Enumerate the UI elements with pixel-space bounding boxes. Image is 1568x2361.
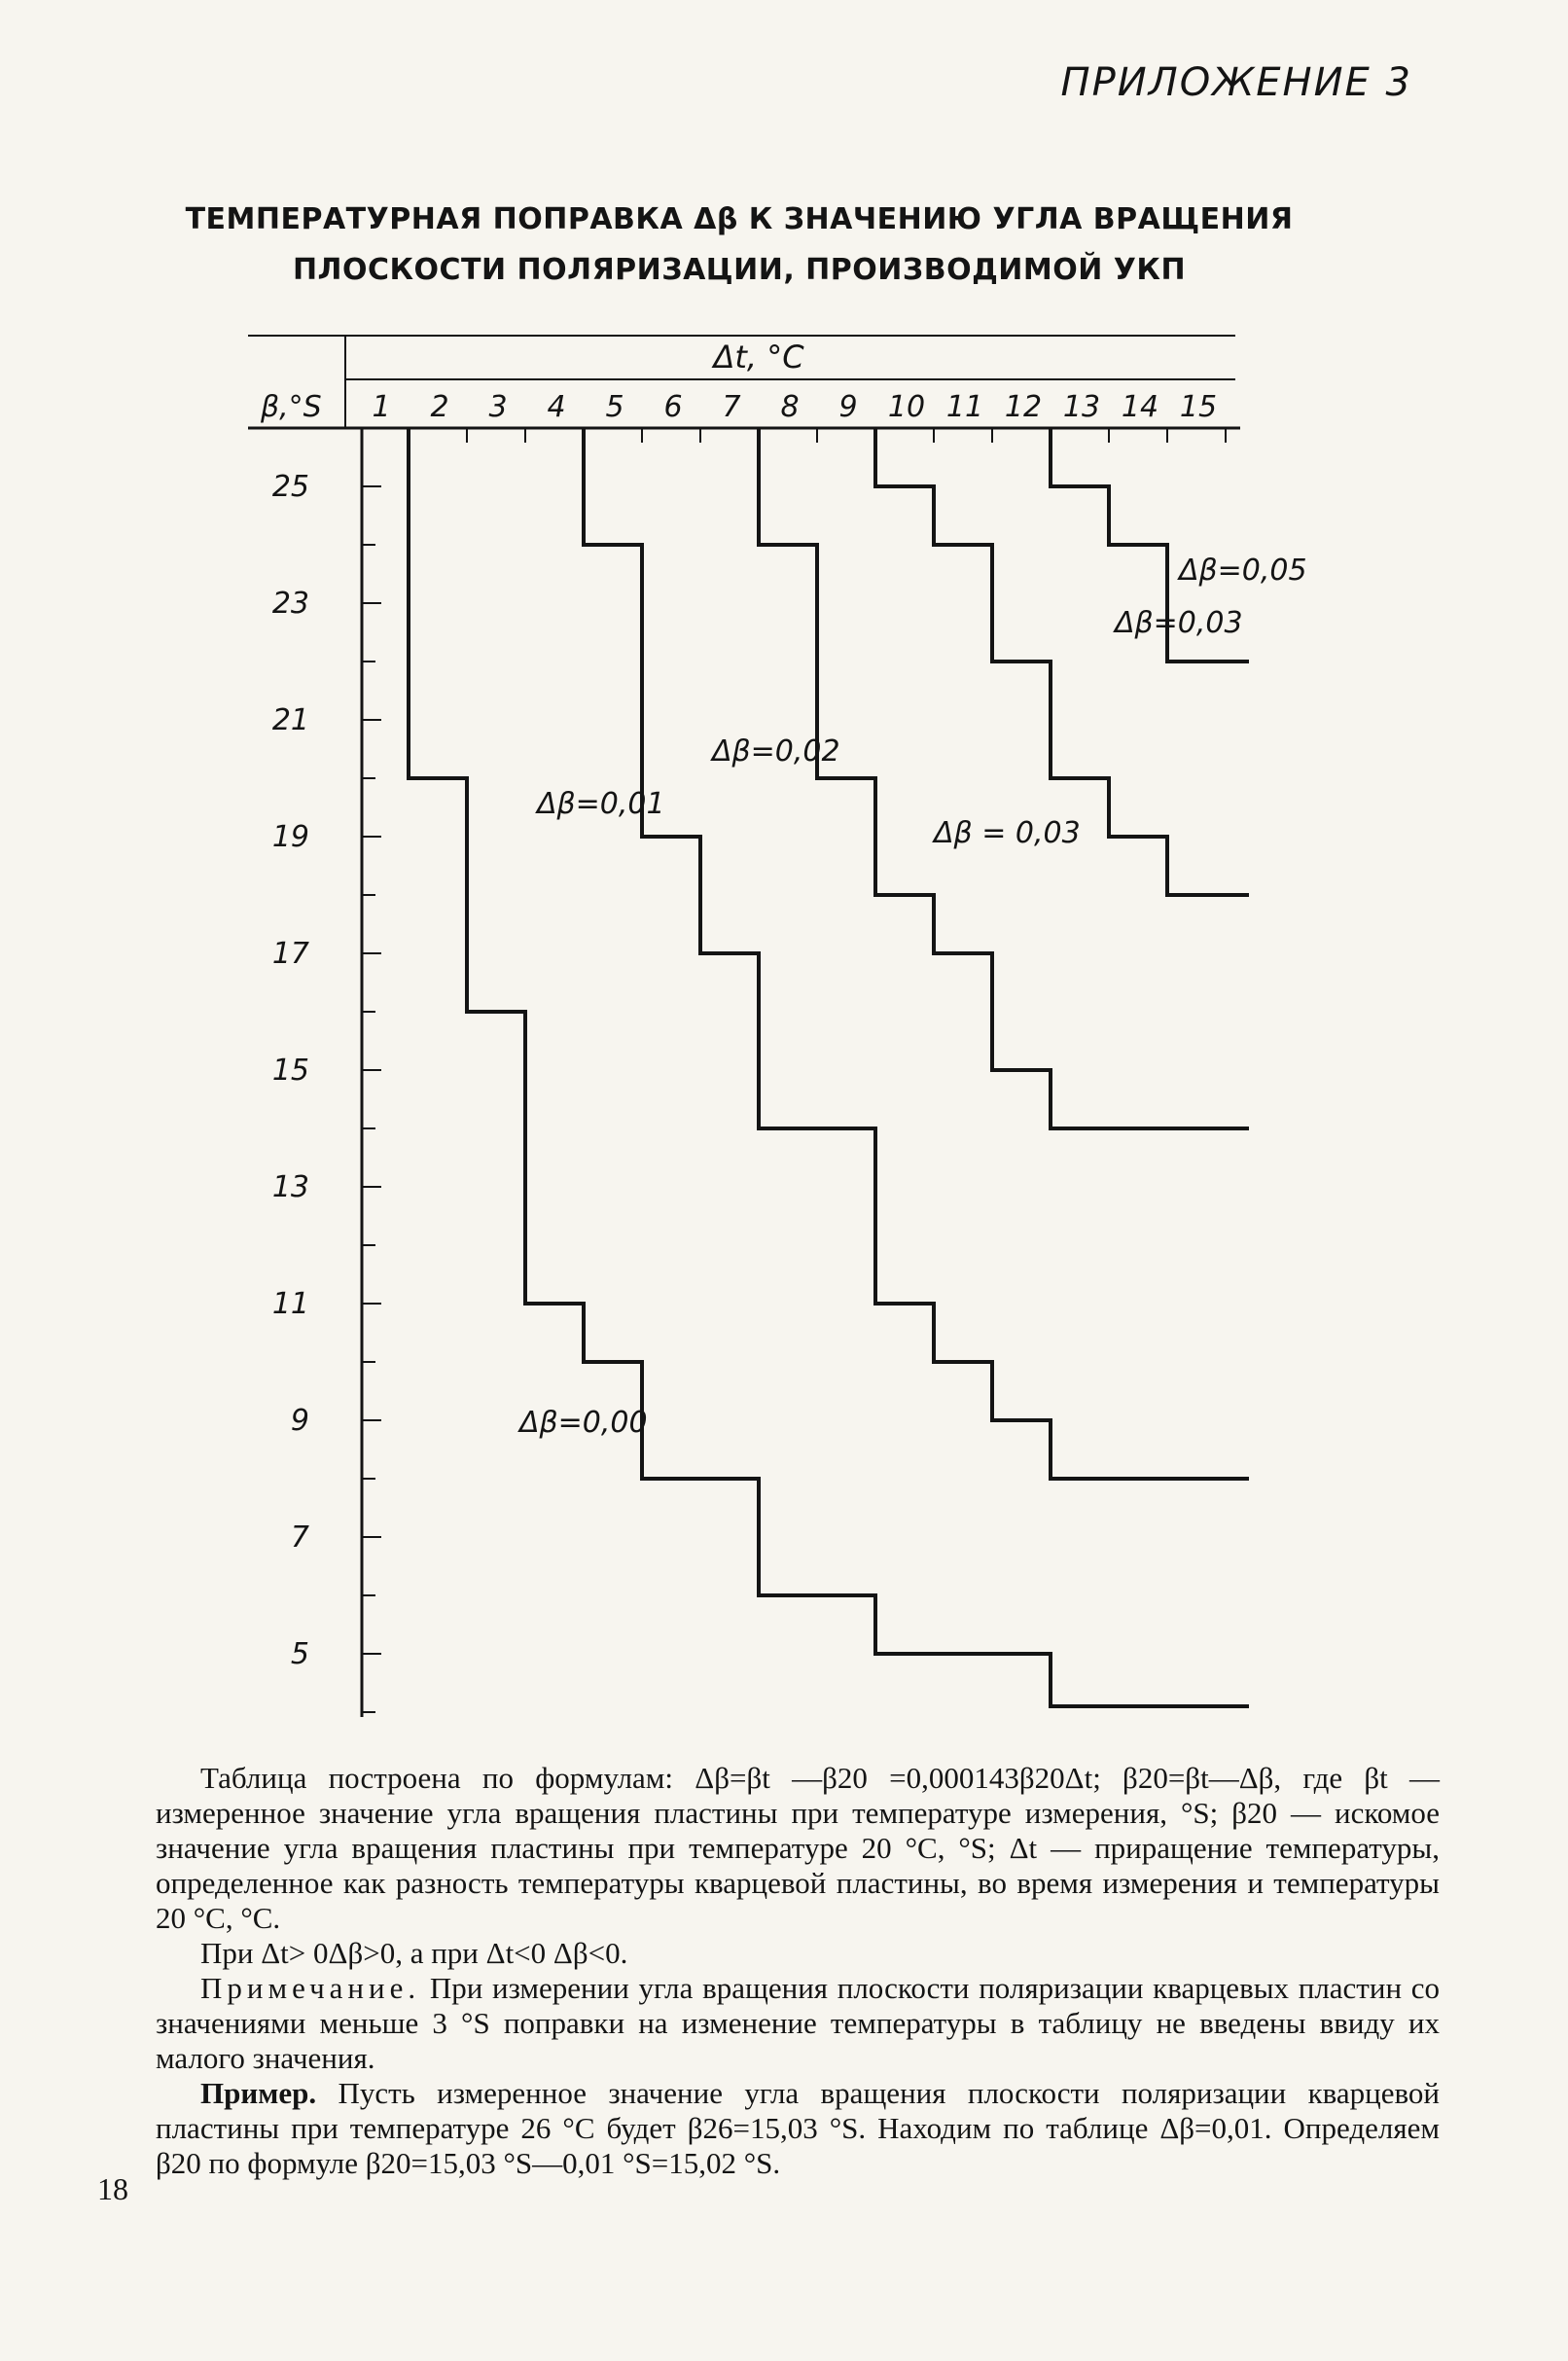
- x-tick-label: 10: [887, 390, 926, 424]
- title-line-1: ТЕМПЕРАТУРНАЯ ПОПРАВКА Δβ К ЗНАЧЕНИЮ УГЛА ВРАЩЕНИЯ: [185, 202, 1294, 236]
- boundary-step-line: [759, 428, 1249, 1128]
- region-label: Δβ=0,03: [1115, 606, 1243, 640]
- y-tick-label: 19: [271, 820, 309, 854]
- x-tick-label: 14: [1121, 390, 1159, 424]
- x-tick-label: 1: [372, 390, 391, 424]
- x-tick-labels: [372, 390, 1217, 424]
- y-tick-label: 17: [271, 937, 309, 971]
- y-tick-label: 7: [290, 1520, 309, 1555]
- y-tick-label: 25: [271, 470, 309, 504]
- example-lead: Пример.: [200, 2076, 317, 2110]
- y-axis-label: β,°S: [261, 390, 322, 424]
- note-paragraph: [156, 1971, 1440, 2076]
- y-tick-label: 11: [271, 1287, 309, 1321]
- region-labels: [517, 554, 1307, 1440]
- note-body: При измерении угла вращения плоскости поляризации кварцевых пластин со значениями меньше 3 °S поправки на изменение температуры в таблицу не введены ввиду их малого значения.: [156, 1971, 1440, 2075]
- x-tick-label: 7: [722, 390, 741, 424]
- x-tick-label: 12: [1004, 390, 1043, 424]
- x-tick-label: 13: [1062, 390, 1101, 424]
- y-tick-labels: [272, 470, 309, 1671]
- x-tick-label: 11: [945, 390, 984, 424]
- appendix-header: ПРИЛОЖЕНИЕ 3: [1060, 60, 1412, 105]
- example-body: Пусть измеренное значение угла вращения плоскости поляризации кварцевой пластины при температуре 26 °С будет β26=15,03 °S. Находим по таблице Δβ=0,01. Определяем β20 по формуле β20=15,03 °S—0,01 °S=15,02 °S.: [156, 2076, 1440, 2180]
- example-paragraph: [156, 2076, 1440, 2181]
- formula-paragraph: Таблица построена по формулам: Δβ=βt —β20 =0,000143β20Δt; β20=βt—Δβ, где βt — измеренное значение угла вращения пластины при температуре измерения, °S; β20 — искомое значение угла вращения пластины при температуре 20 °С, °S; Δt — приращение температуры, определенное как разность температуры кварцевой пластины, во время измерения и температуры 20 °С, °С.: [156, 1761, 1440, 1935]
- y-tick-label: 21: [271, 703, 309, 737]
- y-tick-label: 5: [290, 1637, 309, 1671]
- y-tick-label: 23: [271, 587, 309, 621]
- note-lead: Примечание.: [200, 1971, 421, 2005]
- x-tick-label: 8: [780, 390, 800, 424]
- region-label: Δβ = 0,03: [934, 816, 1081, 850]
- x-tick-label: 9: [838, 390, 858, 424]
- x-tick-label: 3: [488, 390, 508, 424]
- x-axis-label: Δt, °C: [713, 339, 804, 376]
- x-tick-label: 15: [1179, 390, 1218, 424]
- region-label: Δβ=0,01: [537, 787, 665, 821]
- y-tick-label: 9: [290, 1404, 309, 1438]
- boundary-step-line: [584, 428, 1249, 1479]
- region-label: Δβ=0,02: [712, 734, 840, 769]
- title-line-2: ПЛОСКОСТИ ПОЛЯРИЗАЦИИ, ПРОИЗВОДИМОЙ УКП: [292, 253, 1187, 287]
- description-text: [156, 1761, 1440, 2181]
- x-tick-label: 5: [605, 390, 624, 424]
- x-tick-label: 4: [547, 390, 566, 424]
- x-tick-label: 6: [663, 390, 683, 424]
- y-tick-label: 13: [271, 1170, 309, 1204]
- region-label: Δβ=0,05: [1179, 554, 1307, 588]
- y-tick-label: 15: [271, 1054, 309, 1088]
- chart-frame: [248, 336, 1240, 1717]
- page-number: 18: [97, 2171, 128, 2206]
- x-tick-label: 2: [430, 390, 449, 424]
- sign-rule-paragraph: При Δt> 0Δβ>0, а при Δt<0 Δβ<0.: [200, 1936, 628, 1970]
- region-label: Δβ=0,00: [519, 1406, 648, 1440]
